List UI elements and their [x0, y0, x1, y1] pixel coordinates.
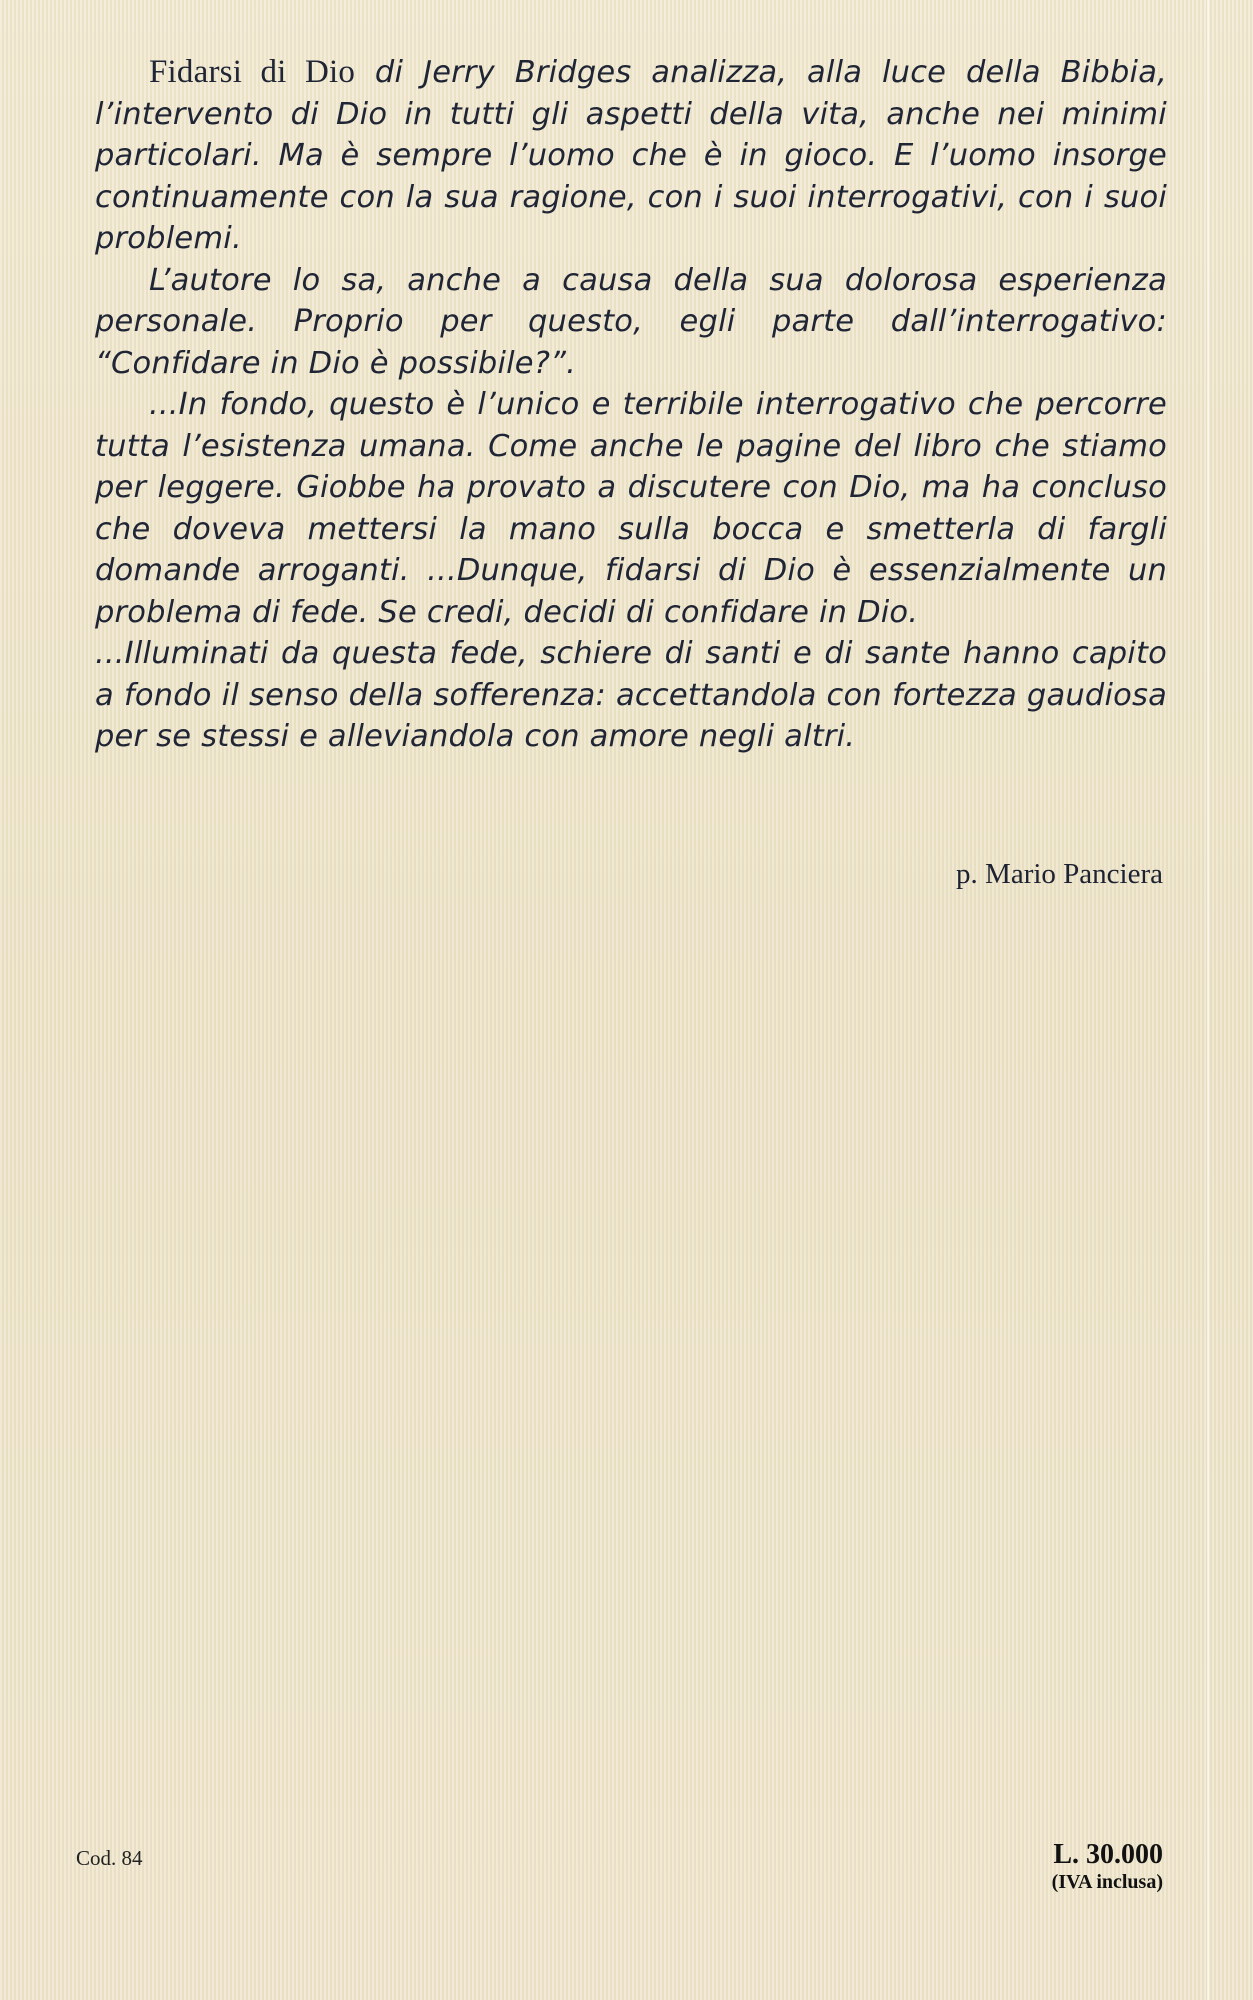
blurb-paragraph-2: L’autore lo sa, anche a causa della sua dolorosa esperienza personale. Proprio per questo, egli parte dall’interrogativo: “Confidare in Dio è possibile?”. [95, 262, 1167, 381]
blurb-paragraph-3: ...In fondo, questo è l’unico e terribile interrogativo che percorre tutta l’esistenza umana. Come anche le pagine del libro che stiamo per leggere. Giobbe ha provato a discutere con Dio, ma ha concluso che doveva mettersi la mano sulla bocca e smetterla di fargli domande arroganti. ...Dunque, fidarsi di Dio è essenzialmente un problema di fede. Se credi, decidi di confidare in Dio. [95, 387, 1167, 630]
spine-fold-line [1207, 0, 1209, 2000]
blurb-paragraph-1: Fidarsi di Dio di Jerry Bridges analizza, alla luce della Bibbia, l’intervento di Dio in tutti gli aspetti della vita, anche nei minimi particolari. Ma è sempre l’uomo che è in gioco. E l’uomo insorge continuamente con la sua ragione, con i suoi interrogativi, con i suoi problemi. [95, 54, 1167, 256]
signature: p. Mario Panciera [956, 858, 1163, 890]
blurb-text [95, 52, 1167, 758]
product-code: Cod. 84 [76, 1846, 143, 1870]
blurb-paragraph-4: ...Illuminati da questa fede, schiere di santi e di sante hanno capito a fondo il senso della sofferenza: accettandola con fortezza gaudiosa per se stessi e alleviandola con amore negli altri. [95, 636, 1167, 754]
price-amount: L. 30.000 [1053, 1839, 1163, 1870]
vat-note: (IVA inclusa) [1051, 1871, 1163, 1893]
price-block [1052, 1840, 1163, 1894]
book-title-inline: Fidarsi di Dio [149, 54, 356, 90]
